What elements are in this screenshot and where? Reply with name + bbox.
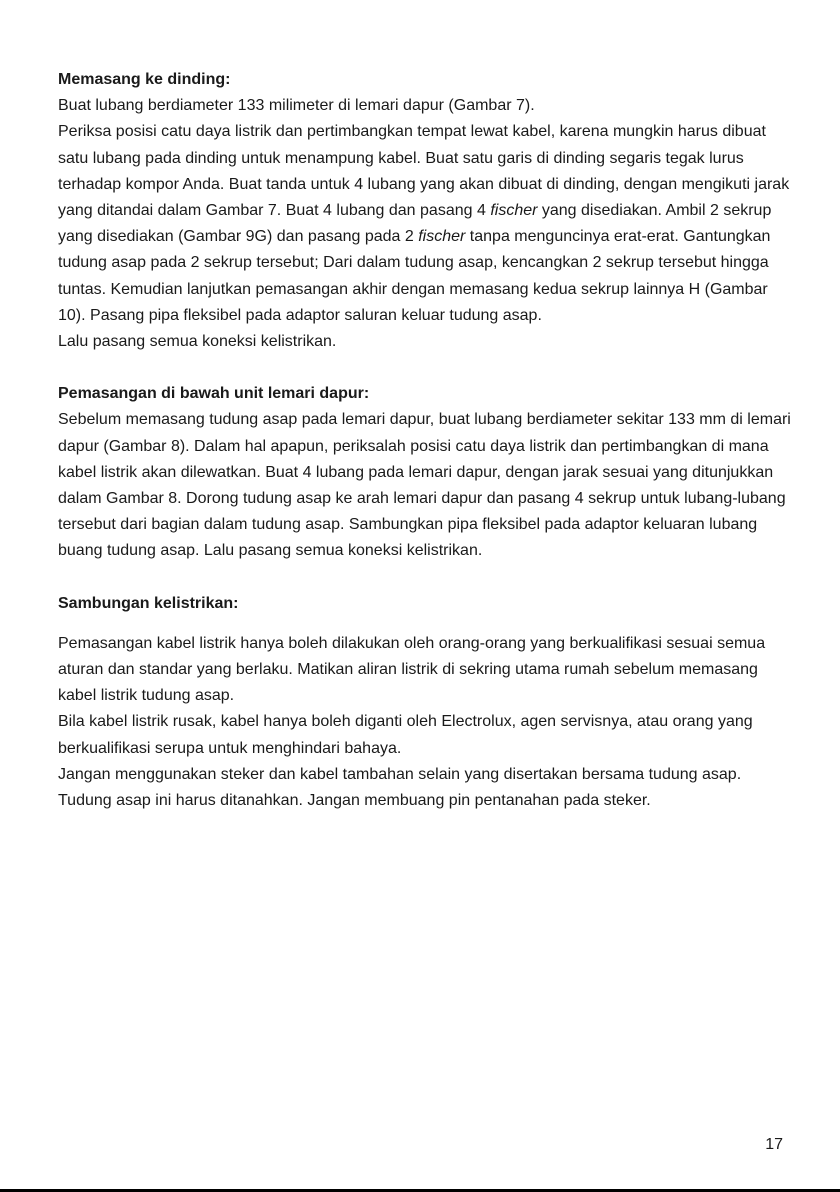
section-heading: Memasang ke dinding: [58, 71, 231, 88]
text-run: tanpa menguncinya erat-erat. Gantungkan tudung asap pada 2 sekrup tersebut; Dari dalam tudung asap, kencangkan 2 sekrup tersebut hingga tuntas. Kemudian lanjutkan pemasangan akhir dengan memasang kedua sekrup lainnya H (Gambar 10). Pasang pipa fleksibel pada adaptor saluran keluar tudung asap. [58, 228, 771, 324]
paragraph: Lalu pasang semua koneksi kelistrikan. [58, 333, 337, 351]
paragraph: Jangan menggunakan steker dan kabel tambahan selain yang disertakan bersama tudung asap. [58, 765, 742, 783]
paragraph: Pemasangan kabel listrik hanya boleh dilakukan oleh orang-orang yang berkualifikasi sesuai semua aturan dan standar yang berlaku. Matikan aliran listrik di sekring utama rumah sebelum memasang kabel listrik tudung asap. [58, 634, 766, 705]
paragraph: Bila kabel listrik rusak, kabel hanya boleh diganti oleh Electrolux, agen servisnya, atau orang yang berkualifikasi serupa untuk menghindari bahaya. [58, 713, 753, 757]
section-wall-mounting [58, 67, 798, 355]
paragraph: Tudung asap ini harus ditanahkan. Jangan membuang pin pentanahan pada steker. [58, 792, 651, 810]
section-heading: Pemasangan di bawah unit lemari dapur: [58, 385, 370, 403]
section-electrical [58, 591, 798, 815]
paragraph: Buat lubang berdiameter 133 milimeter di lemari dapur (Gambar 7). [58, 97, 535, 115]
italic-term: fischer [418, 228, 466, 246]
section-heading: Sambungan kelistrikan: [58, 594, 239, 612]
text-run: Periksa posisi catu daya listrik dan pertimbangkan tempat lewat kabel, karena mungkin harus dibuat satu lubang pada dinding untuk menampung kabel. Buat satu garis di dinding segaris tegak lurus terhadap kompor Anda. Buat tanda untuk 4 lubang yang akan dibuat di dinding, dengan mengikuti jarak yang ditandai dalam Gambar 7. Buat 4 lubang dan pasang 4 [58, 123, 790, 220]
paragraph: Sebelum memasang tudung asap pada lemari dapur, buat lubang berdiameter sekitar 133 mm di lemari dapur (Gambar 8). Dalam hal apapun, periksalah posisi catu daya listrik dan pertimbangkan di mana kabel listrik akan dilewatkan. Buat 4 lubang pada lemari dapur, dengan jarak sesuai yang ditunjukkan dalam Gambar 8. Dorong tudung asap ke arah lemari dapur dan pasang 4 sekrup untuk lubang-lubang tersebut dari bagian dalam tudung asap. Sambungkan pipa fleksibel pada adaptor keluaran lubang buang tudung asap. Lalu pasang semua koneksi kelistrikan. [58, 411, 791, 560]
italic-term: fischer [490, 202, 538, 220]
document-page [58, 67, 798, 840]
page-number: 17 [765, 1136, 783, 1153]
paragraph [58, 119, 798, 329]
text-run: yang disediakan. Ambil 2 sekrup yang disediakan (Gambar 9G) dan pasang pada 2 [58, 202, 772, 246]
section-under-cabinet [58, 381, 798, 564]
